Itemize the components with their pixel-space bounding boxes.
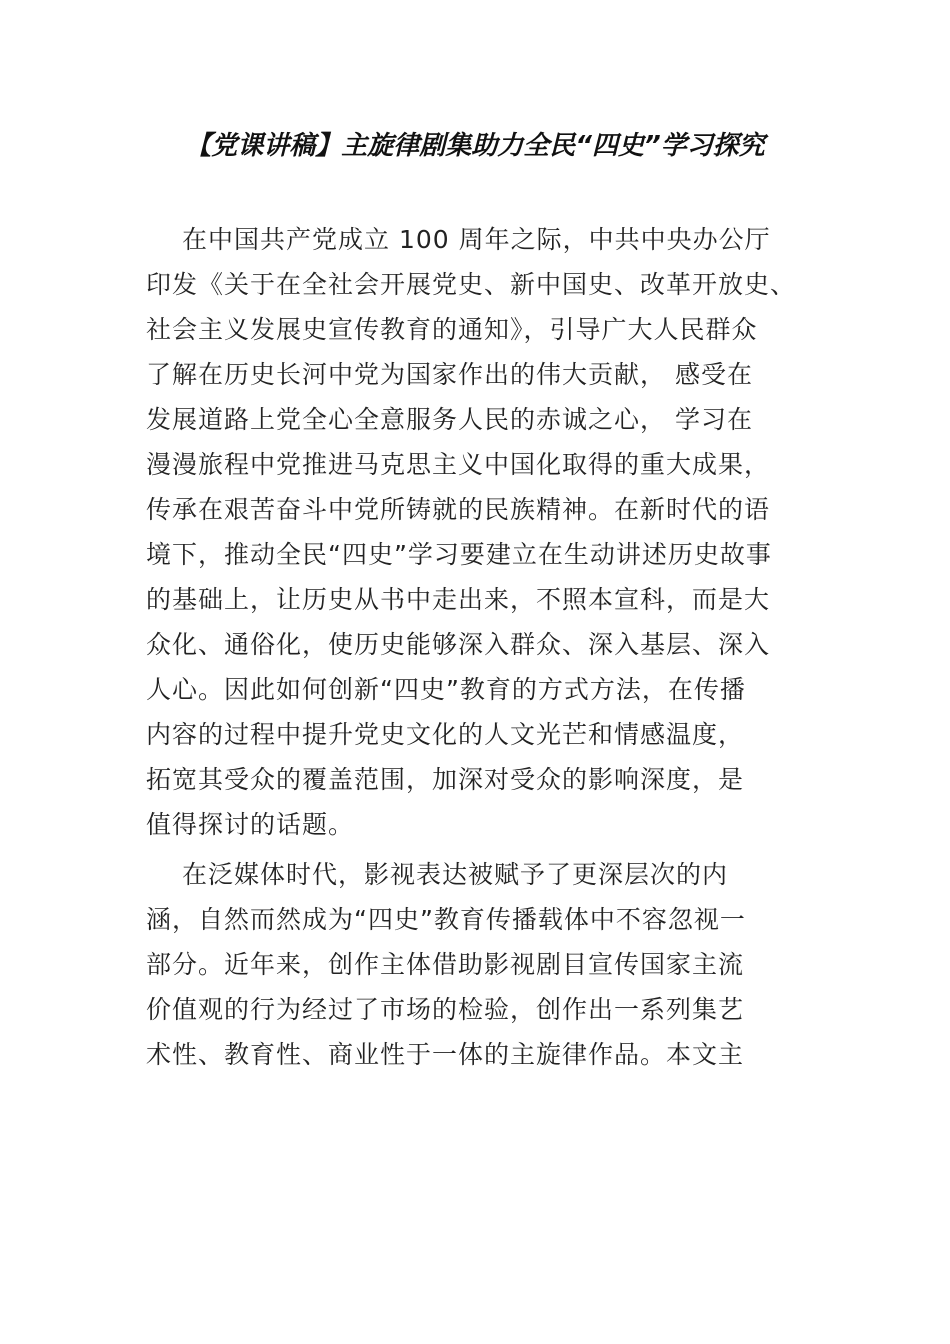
- paragraph-line: 涵，自然而然成为“四史”教育传播载体中不容忽视一: [146, 905, 746, 934]
- paragraph-line: 拓宽其受众的覆盖范围，加深对受众的影响深度，是: [146, 765, 745, 794]
- paragraph-line: 社会主义发展史宣传教育的通知》，引导广大人民群众: [146, 315, 758, 344]
- paragraph-line: 境下，推动全民“四史”学习要建立在生动讲述历史故事: [146, 540, 772, 569]
- paragraph-line: 价值观的行为经过了市场的检验，创作出一系列集艺: [146, 995, 745, 1024]
- paragraph-line: 部分。近年来，创作主体借助影视剧目宣传国家主流: [146, 950, 745, 979]
- paragraph-line: 值得探讨的话题。: [146, 810, 355, 839]
- paragraph-line: 发展道路上党全心全意服务人民的赤诚之心， 学习在: [146, 405, 753, 434]
- paragraph-line: 了解在历史长河中党为国家作出的伟大贡献， 感受在: [146, 360, 753, 389]
- document-title: 【党课讲稿】主旋律剧集助力全民“四史”学习探究: [185, 131, 765, 161]
- paragraph-line: 传承在艰苦奋斗中党所铸就的民族精神。在新时代的语: [146, 495, 771, 524]
- paragraph-line: 在泛媒体时代，影视表达被赋予了更深层次的内: [182, 860, 729, 889]
- paragraph-line: 术性、教育性、商业性于一体的主旋律作品。本文主: [146, 1040, 745, 1069]
- paragraph-line: 漫漫旅程中党推进马克思主义中国化取得的重大成果，: [146, 450, 771, 479]
- paragraph-line: 众化、通俗化，使历史能够深入群众、深入基层、深入: [146, 630, 771, 659]
- paragraph-line: 内容的过程中提升党史文化的人文光芒和情感温度，: [146, 720, 745, 749]
- paragraph-1: [146, 217, 826, 847]
- paragraph-line: 人心。因此如何创新“四史”教育的方式方法，在传播: [146, 675, 746, 704]
- paragraph-line: 的基础上，让历史从书中走出来，不照本宣科，而是大: [146, 585, 771, 614]
- paragraph-line: 印发《关于在全社会开展党史、新中国史、改革开放史、: [146, 270, 797, 299]
- paragraph-2: [146, 852, 826, 1077]
- paragraph-line: 在中国共产党成立 100 周年之际，中共中央办公厅: [182, 225, 771, 254]
